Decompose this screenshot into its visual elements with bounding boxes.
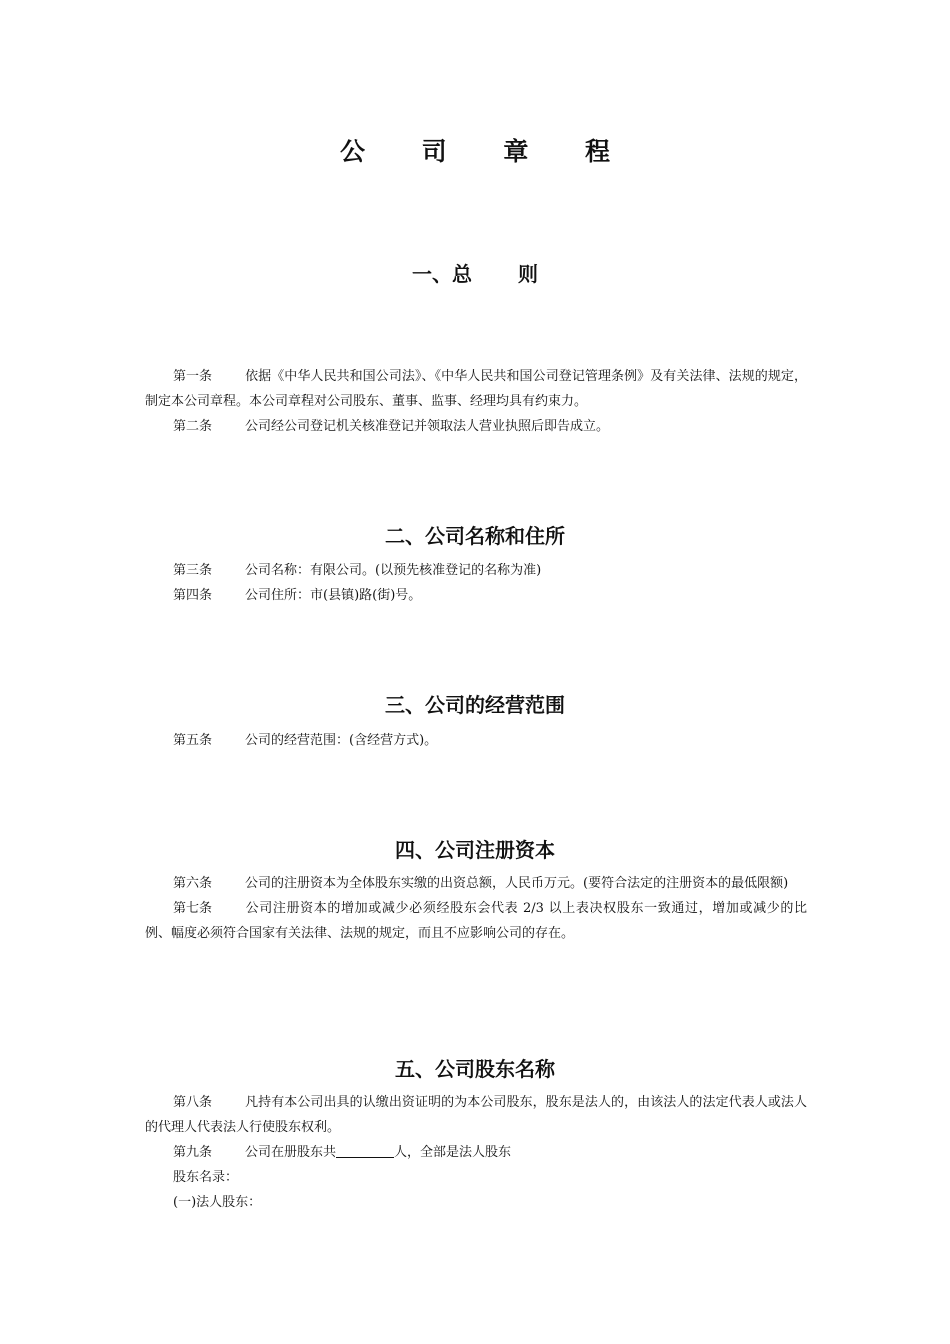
section-heading-part: 则 bbox=[518, 262, 538, 286]
article-3 bbox=[145, 558, 807, 583]
section-heading-part: 一、总 bbox=[412, 262, 472, 286]
article-number: 第一条 bbox=[173, 369, 213, 384]
article-7 bbox=[145, 896, 807, 946]
article-number: 第六条 bbox=[173, 876, 213, 891]
article-number: 第四条 bbox=[173, 588, 213, 603]
article-text: 公司在册股东共 bbox=[245, 1145, 337, 1160]
shareholder-list-label: 股东名录： bbox=[173, 1170, 239, 1185]
article-text: 公司的注册资本为全体股东实缴的出资总额，人民币万元。(要符合法定的注册资本的最低限额) bbox=[245, 876, 789, 891]
article-5 bbox=[145, 728, 807, 753]
article-text: 依据《中华人民共和国公司法》、《中华人民共和国公司登记管理条例》及有关法律、法规的规定，制定本公司章程。本公司章程对公司股东、董事、监事、经理均具有约束力。 bbox=[145, 369, 807, 409]
section-body-business-scope bbox=[145, 728, 807, 753]
article-4 bbox=[145, 583, 807, 608]
article-text: 凡持有本公司出具的认缴出资证明的为本公司股东，股东是法人的，由该法人的法定代表人或法人的代理人代表法人行使股东权利。 bbox=[145, 1095, 807, 1135]
article-text: 公司经公司登记机关核准登记并领取法人营业执照后即告成立。 bbox=[245, 419, 610, 434]
section-body-registered-capital bbox=[145, 871, 807, 946]
section-body-name-address bbox=[145, 558, 807, 608]
article-text: 公司的经营范围：(含经营方式)。 bbox=[245, 733, 438, 748]
article-1 bbox=[145, 364, 807, 414]
section-body-shareholders bbox=[145, 1090, 807, 1215]
article-number: 第八条 bbox=[173, 1095, 213, 1110]
article-number: 第三条 bbox=[173, 563, 213, 578]
article-text: 公司注册资本的增加或减少必须经股东会代表 2/3 以上表决权股东一致通过，增加或减少的比例、幅度必须符合国家有关法律、法规的规定，而且不应影响公司的存在。 bbox=[145, 901, 807, 941]
article-number: 第九条 bbox=[173, 1145, 213, 1160]
section-heading-general bbox=[0, 258, 950, 287]
section-heading-business-scope: 三、公司的经营范围 bbox=[385, 693, 565, 717]
section-heading-registered-capital: 四、公司注册资本 bbox=[395, 838, 555, 862]
article-text: 公司名称：有限公司。(以预先核准登记的名称为准) bbox=[245, 563, 542, 578]
article-number: 第七条 bbox=[173, 901, 213, 916]
article-8 bbox=[145, 1090, 807, 1140]
section-body-general bbox=[145, 364, 807, 439]
article-number: 第二条 bbox=[173, 419, 213, 434]
article-9 bbox=[145, 1140, 807, 1165]
article-text: 人，全部是法人股东 bbox=[394, 1145, 512, 1160]
document-title: 公 司 章 程 bbox=[339, 137, 635, 166]
article-2 bbox=[145, 414, 807, 439]
article-text: 公司住所：市(县镇)路(街)号。 bbox=[245, 588, 422, 603]
section-heading-name-address: 二、公司名称和住所 bbox=[385, 524, 565, 548]
article-number: 第五条 bbox=[173, 733, 213, 748]
shareholder-count-blank bbox=[336, 1143, 394, 1158]
section-heading-shareholders: 五、公司股东名称 bbox=[395, 1057, 555, 1081]
article-6 bbox=[145, 871, 807, 896]
corporate-shareholders-label: (一)法人股东： bbox=[173, 1195, 262, 1210]
